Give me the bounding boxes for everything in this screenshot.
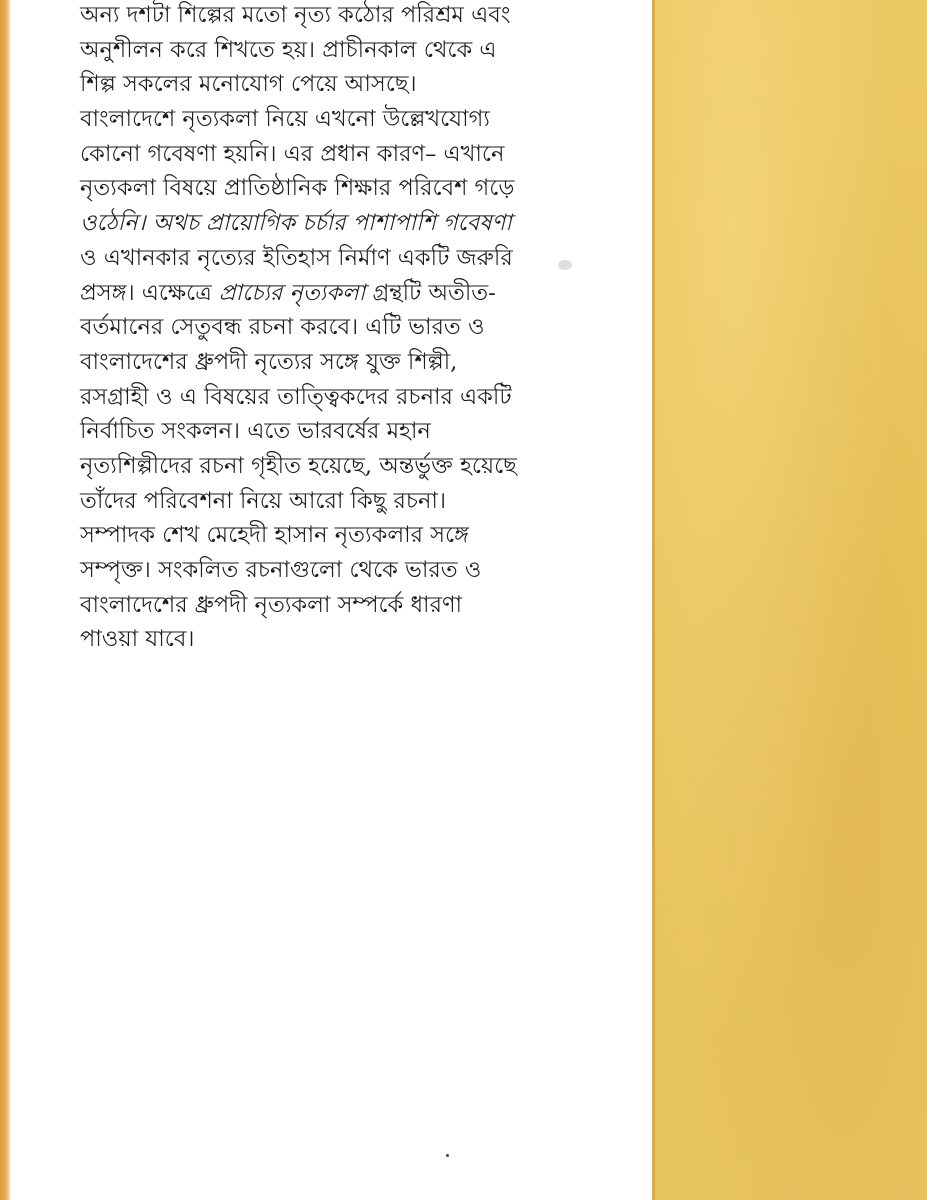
cover-flap-fold (652, 0, 655, 1200)
text-segment: নির্বাচিত সংকলন। এতে ভারবর্ষের মহান (80, 418, 431, 445)
text-line (80, 414, 640, 449)
text-segment: ওঠেনি। অথচ প্রায়োগিক চর্চার পাশাপাশি গবেষণা (80, 210, 512, 237)
text-segment: বাংলাদেশের ধ্রুপদী নৃত্যের সঙ্গে যুক্ত শিল্পী, (80, 348, 458, 375)
paper-speck (446, 1154, 449, 1157)
text-line (80, 345, 640, 380)
text-segment: নৃত্যশিল্পীদের রচনা গৃহীত হয়েছে, অন্তর্ভুক্ত হয়েছে (80, 452, 517, 479)
text-segment: অন্য দশটা শিল্পের মতো নৃত্য কঠোর পরিশ্রম এবং (80, 2, 511, 28)
text-segment: নৃত্যকলা বিষয়ে প্রাতিষ্ঠানিক শিক্ষার পরিবেশ গড়ে (80, 175, 515, 202)
text-line (80, 588, 640, 623)
cover-left-edge (0, 0, 10, 1200)
text-line (80, 484, 640, 519)
text-line (80, 276, 640, 311)
text-segment: গ্রন্থটি অতীত- (365, 279, 496, 306)
text-line (80, 102, 640, 137)
text-line (80, 206, 640, 241)
text-segment: অনুশীলন করে শিখতে হয়। প্রাচীনকাল থেকে এ (80, 36, 497, 63)
text-segment: ও এখানকার নৃত্যের ইতিহাস নির্মাণ একটি জরুরি (80, 244, 513, 271)
text-segment: বাংলাদেশে নৃত্যকলা নিয়ে এখনো উল্লেখযোগ্য (80, 106, 490, 133)
text-line (80, 380, 640, 415)
text-segment: বাংলাদেশের ধ্রুপদী নৃত্যকলা সম্পর্কে ধারণা (80, 591, 463, 618)
text-segment: পাওয়া যাবে। (80, 626, 195, 653)
text-line (80, 622, 640, 657)
text-segment: কোনো গবেষণা হয়নি। এর প্রধান কারণ– এখানে (80, 140, 505, 167)
text-segment: বর্তমানের সেতুবন্ধ রচনা করবে। এটি ভারত ও (80, 314, 485, 341)
text-segment: প্রসঙ্গ। এক্ষেত্রে (80, 279, 219, 306)
text-segment: শিল্প সকলের মনোযোগ পেয়ে আসছে। (80, 71, 417, 98)
text-line (80, 67, 640, 102)
text-segment: রসগ্রাহী ও এ বিষয়ের তাত্ত্বিকদের রচনার একটি (80, 383, 512, 410)
text-line (80, 449, 640, 484)
text-segment: তাঁদের পরিবেশনা নিয়ে আরো কিছু রচনা। (80, 487, 447, 514)
text-line (80, 33, 640, 68)
text-segment: প্রাচ্যের নৃত্যকলা (218, 279, 366, 306)
text-segment: সম্পৃক্ত। সংকলিত রচনাগুলো থেকে ভারত ও (80, 557, 482, 583)
text-line (80, 137, 640, 172)
blurb-text (80, 0, 640, 657)
text-line (80, 241, 640, 276)
text-line (80, 310, 640, 345)
text-line (80, 171, 640, 206)
cover-flap (652, 0, 927, 1200)
text-line (80, 553, 640, 588)
text-line (80, 518, 640, 553)
text-line (80, 0, 640, 33)
text-segment: সম্পাদক শেখ মেহেদী হাসান নৃত্যকলার সঙ্গে (80, 522, 469, 549)
paper-smudge (558, 260, 572, 270)
